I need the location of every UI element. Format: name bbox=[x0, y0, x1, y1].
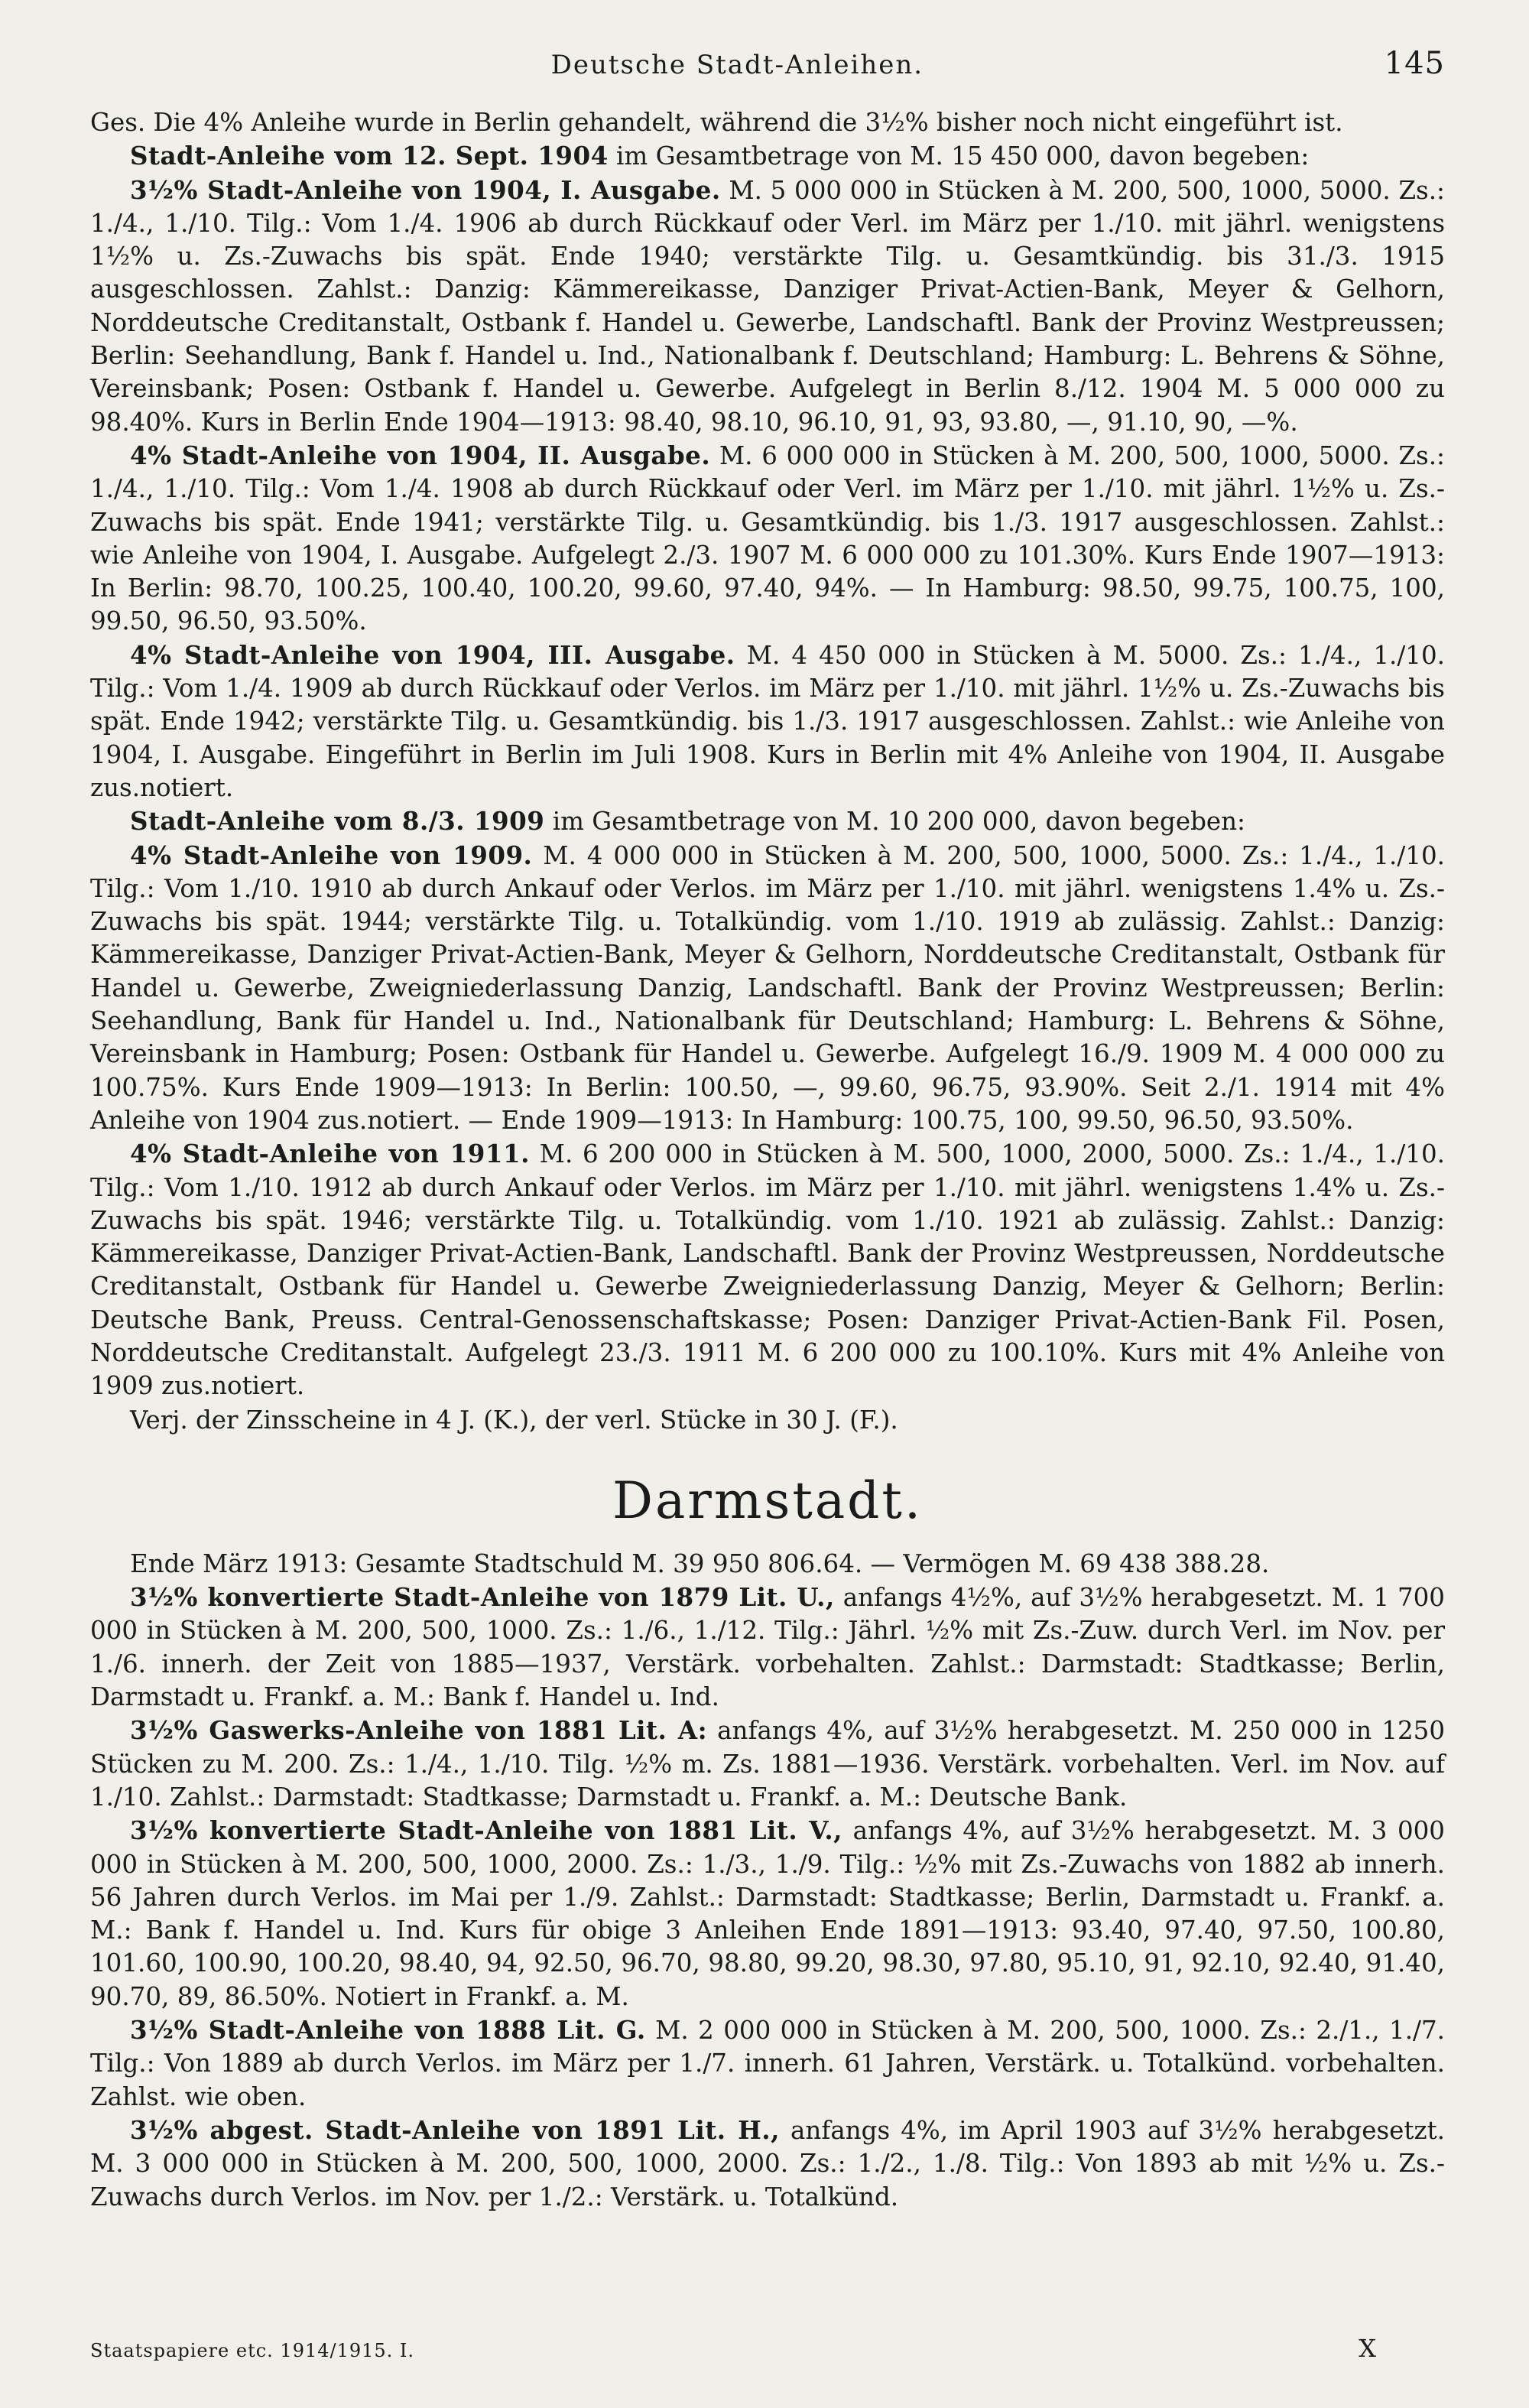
entry-heading: 3½% abgest. Stadt-Anleihe von 1891 Lit. H., bbox=[130, 2114, 780, 2145]
entry-heading: Stadt-Anleihe vom 8./3. 1909 bbox=[130, 806, 545, 837]
paragraph: Stadt-Anleihe vom 12. Sept. 1904 im Gesamtbetrage von M. 15 450 000, davon begeben: bbox=[130, 141, 1310, 171]
darmstadt-section bbox=[90, 1547, 1445, 2214]
entry-heading: 3½% Gaswerks-Anleihe von 1881 Lit. A: bbox=[130, 1715, 708, 1746]
entry-heading: 3½% Stadt-Anleihe von 1904, I. Ausgabe. bbox=[130, 174, 721, 205]
page-content bbox=[90, 106, 1445, 2214]
paragraph: Stadt-Anleihe vom 8./3. 1909 im Gesamtbetrage von M. 10 200 000, davon begeben: bbox=[130, 806, 1245, 837]
footer-signature: Staatspapiere etc. 1914/1915. I. bbox=[90, 2340, 415, 2361]
entry-heading: 4% Stadt-Anleihe von 1909. bbox=[130, 840, 533, 870]
entry-heading: 3½% konvertierte Stadt-Anleihe von 1879 Lit. U., bbox=[130, 1582, 835, 1613]
entry-heading: 3½% konvertierte Stadt-Anleihe von 1881 Lit. V., bbox=[130, 1815, 842, 1846]
paragraph: Verj. der Zinsscheine in 4 J. (K.), der verl. Stücke in 30 J. (F.). bbox=[130, 1405, 898, 1435]
paragraph: 3½% abgest. Stadt-Anleihe von 1891 Lit. H., anfangs 4%, im April 1903 auf 3½% herabgesetzt. M. 3 000 000 in Stücken à M. 200, 500, 1000, 2000. Zs.: 1./2., 1./8. Tilg.: Von 1893 ab mit ½% u. Zs.-Zuwachs durch Verlos. im Nov. per 1./2.: Verstärk. u. Totalkünd. bbox=[90, 2114, 1445, 2211]
paragraph: 4% Stadt-Anleihe von 1909. M. 4 000 000 in Stücken à M. 200, 500, 1000, 5000. Zs.: 1./4., 1./10. Tilg.: Vom 1./10. 1910 ab durch Ankauf oder Verlos. im März per 1./10. mit jährl. wenigstens 1.4% u. Zs.-Zuwachs bis spät. 1944; verstärkte Tilg. u. Totalkündig. vom 1./10. 1919 ab zulässig. Zahlst.: Danzig: Kämmereikasse, Danziger Privat-Actien-Bank, Meyer & Gelhorn, Norddeutsche Creditanstalt, Ostbank für Handel u. Gewerbe, Zweigniederlassung Danzig, Landschaftl. Bank der Provinz Westpreussen; Berlin: Seehandlung, Bank für Handel u. Ind., Nationalbank für Deutschland; Hamburg: L. Behrens & Söhne, Vereinsbank in Hamburg; Posen: Ostbank für Handel u. Gewerbe. Aufgelegt 16./9. 1909 M. 4 000 000 zu 100.75%. Kurs Ende 1909—1913: In Berlin: 100.50, —, 99.60, 96.75, 93.90%. Seit 2./1. 1914 mit 4% Anleihe von 1904 zus.notiert. — Ende 1909—1913: In Hamburg: 100.75, 100, 99.50, 96.50, 93.50%. bbox=[90, 840, 1446, 1135]
paragraph: 3½% Gaswerks-Anleihe von 1881 Lit. A: anfangs 4%, auf 3½% herabgesetzt. M. 250 000 in 1250 Stücken zu M. 200. Zs.: 1./4., 1./10. Tilg. ½% m. Zs. 1881—1936. Verstärk. vorbehalten. Verl. im Nov. auf 1./10. Zahlst.: Darmstadt: Stadtkasse; Darmstadt u. Frankf. a. M.: Deutsche Bank. bbox=[90, 1715, 1445, 1812]
paragraph: 3½% konvertierte Stadt-Anleihe von 1879 Lit. U., anfangs 4½%, auf 3½% herabgesetzt. M. 1 700 000 in Stücken à M. 200, 500, 1000. Zs.: 1./6., 1./12. Tilg.: Jährl. ½% mit Zs.-Zuw. durch Verl. im Nov. per 1./6. innerh. der Zeit von 1885—1937, Verstärk. vorbehalten. Zahlst.: Darmstadt: Stadtkasse; Berlin, Darmstadt u. Frankf. a. M.: Bank f. Handel u. Ind. bbox=[90, 1582, 1445, 1712]
entry-heading: 4% Stadt-Anleihe von 1911. bbox=[130, 1139, 530, 1169]
berlin-section bbox=[90, 106, 1445, 1437]
running-header bbox=[90, 46, 1445, 92]
entry-heading: Stadt-Anleihe vom 12. Sept. 1904 bbox=[130, 141, 609, 171]
page-number: 145 bbox=[1384, 46, 1445, 81]
section-heading: Darmstadt. bbox=[612, 1470, 923, 1530]
paragraph: Ges. Die 4% Anleihe wurde in Berlin gehandelt, während die 3½% bisher noch nicht eingeführt ist. bbox=[90, 108, 1343, 137]
footer-sheet-mark: X bbox=[1359, 2334, 1376, 2363]
paragraph: 4% Stadt-Anleihe von 1904, II. Ausgabe. M. 6 000 000 in Stücken à M. 200, 500, 1000, 5000. Zs.: 1./4., 1./10. Tilg.: Vom 1./4. 1908 ab durch Rückkauf oder Verl. im März per 1./10. mit jährl. 1½% u. Zs.-Zuwachs bis spät. Ende 1941; verstärkte Tilg. u. Gesamtkündig. bis 1./3. 1917 ausgeschlossen. Zahlst.: wie Anleihe von 1904, I. Ausgabe. Aufgelegt 2./3. 1907 M. 6 000 000 zu 101.30%. Kurs Ende 1907—1913: In Berlin: 98.70, 100.25, 100.40, 100.20, 99.60, 97.40, 94%. — In Hamburg: 98.50, 99.75, 100.75, 100, 99.50, 96.50, 93.50%. bbox=[90, 440, 1445, 636]
paragraph: Ende März 1913: Gesamte Stadtschuld M. 39 950 806.64. — Vermögen M. 69 438 388.28. bbox=[130, 1548, 1270, 1578]
entry-heading: 3½% Stadt-Anleihe von 1888 Lit. G. bbox=[130, 2015, 646, 2046]
paragraph: 4% Stadt-Anleihe von 1911. M. 6 200 000 in Stücken à M. 500, 1000, 2000, 5000. Zs.: 1./4., 1./10. Tilg.: Vom 1./10. 1912 ab durch Ankauf oder Verlos. im März per 1./10. mit jährl. wenigstens 1.4% u. Zs.-Zuwachs bis spät. 1946; verstärkte Tilg. u. Totalkündig. vom 1./10. 1921 ab zulässig. Zahlst.: Danzig: Kämmereikasse, Danziger Privat-Actien-Bank, Landschaftl. Bank der Provinz Westpreussen, Norddeutsche Creditanstalt, Ostbank für Handel u. Gewerbe Zweigniederlassung Danzig, Meyer & Gelhorn; Berlin: Deutsche Bank, Preuss. Central-Genossenschaftskasse; Posen: Danziger Privat-Actien-Bank Fil. Posen, Norddeutsche Creditanstalt. Aufgelegt 23./3. 1911 M. 6 200 000 zu 100.10%. Kurs mit 4% Anleihe von 1909 zus.notiert. bbox=[90, 1139, 1445, 1401]
page-footer bbox=[90, 2334, 1376, 2363]
paragraph: 4% Stadt-Anleihe von 1904, III. Ausgabe. M. 4 450 000 in Stücken à M. 5000. Zs.: 1./4., 1./10. Tilg.: Vom 1./4. 1909 ab durch Rückkauf oder Verlos. im März per 1./10. mit jährl. 1½% u. Zs.-Zuwachs bis spät. Ende 1942; verstärkte Tilg. u. Gesamtkündig. bis 1./3. 1917 ausgeschlossen. Zahlst.: wie Anleihe von 1904, I. Ausgabe. Eingeführt in Berlin im Juli 1908. Kurs in Berlin mit 4% Anleihe von 1904, II. Ausgabe zus.notiert. bbox=[90, 639, 1445, 802]
entry-heading: 4% Stadt-Anleihe von 1904, II. Ausgabe. bbox=[130, 440, 711, 470]
entry-heading: 4% Stadt-Anleihe von 1904, III. Ausgabe. bbox=[130, 639, 735, 670]
paragraph: 3½% Stadt-Anleihe von 1888 Lit. G. M. 2 000 000 in Stücken à M. 200, 500, 1000. Zs.: 2./1., 1./7. Tilg.: Von 1889 ab durch Verlos. im März per 1./7. innerh. 61 Jahren, Verstärk. u. Totalkünd. vorbehalten. Zahlst. wie oben. bbox=[90, 2015, 1445, 2111]
running-title: Deutsche Stadt-Anleihen. bbox=[550, 50, 924, 80]
paragraph: 3½% Stadt-Anleihe von 1904, I. Ausgabe. M. 5 000 000 in Stücken à M. 200, 500, 1000, 5000. Zs.: 1./4., 1./10. Tilg.: Vom 1./4. 1906 ab durch Rückkauf oder Verl. im März per 1./10. mit jährl. wenigstens 1½% u. Zs.-Zuwachs bis spät. Ende 1940; verstärkte Tilg. u. Gesamtkündig. bis 31./3. 1915 ausgeschlossen. Zahlst.: Danzig: Kämmereikasse, Danziger Privat-Actien-Bank, Meyer & Gelhorn, Norddeutsche Creditanstalt, Ostbank f. Handel u. Gewerbe, Landschaftl. Bank der Provinz Westpreussen; Berlin: Seehandlung, Bank f. Handel u. Ind., Nationalbank f. Deutschland; Hamburg: L. Behrens & Söhne, Vereinsbank; Posen: Ostbank f. Handel u. Gewerbe. Aufgelegt in Berlin 8./12. 1904 M. 5 000 000 zu 98.40%. Kurs in Berlin Ende 1904—1913: 98.40, 98.10, 96.10, 91, 93, 93.80, —, 91.10, 90, —%. bbox=[90, 174, 1445, 437]
paragraph: 3½% konvertierte Stadt-Anleihe von 1881 Lit. V., anfangs 4%, auf 3½% herabgesetzt. M. 3 000 000 in Stücken à M. 200, 500, 1000, 2000. Zs.: 1./3., 1./9. Tilg.: ½% mit Zs.-Zuwachs von 1882 ab innerh. 56 Jahren durch Verlos. im Mai per 1./9. Zahlst.: Darmstadt: Stadtkasse; Berlin, Darmstadt u. Frankf. a. M.: Bank f. Handel u. Ind. Kurs für obige 3 Anleihen Ende 1891—1913: 93.40, 97.40, 97.50, 100.80, 101.60, 100.90, 100.20, 98.40, 94, 92.50, 96.70, 98.80, 99.20, 98.30, 97.80, 95.10, 91, 92.10, 92.40, 91.40, 90.70, 89, 86.50%. Notiert in Frankf. a. M. bbox=[90, 1815, 1445, 2011]
